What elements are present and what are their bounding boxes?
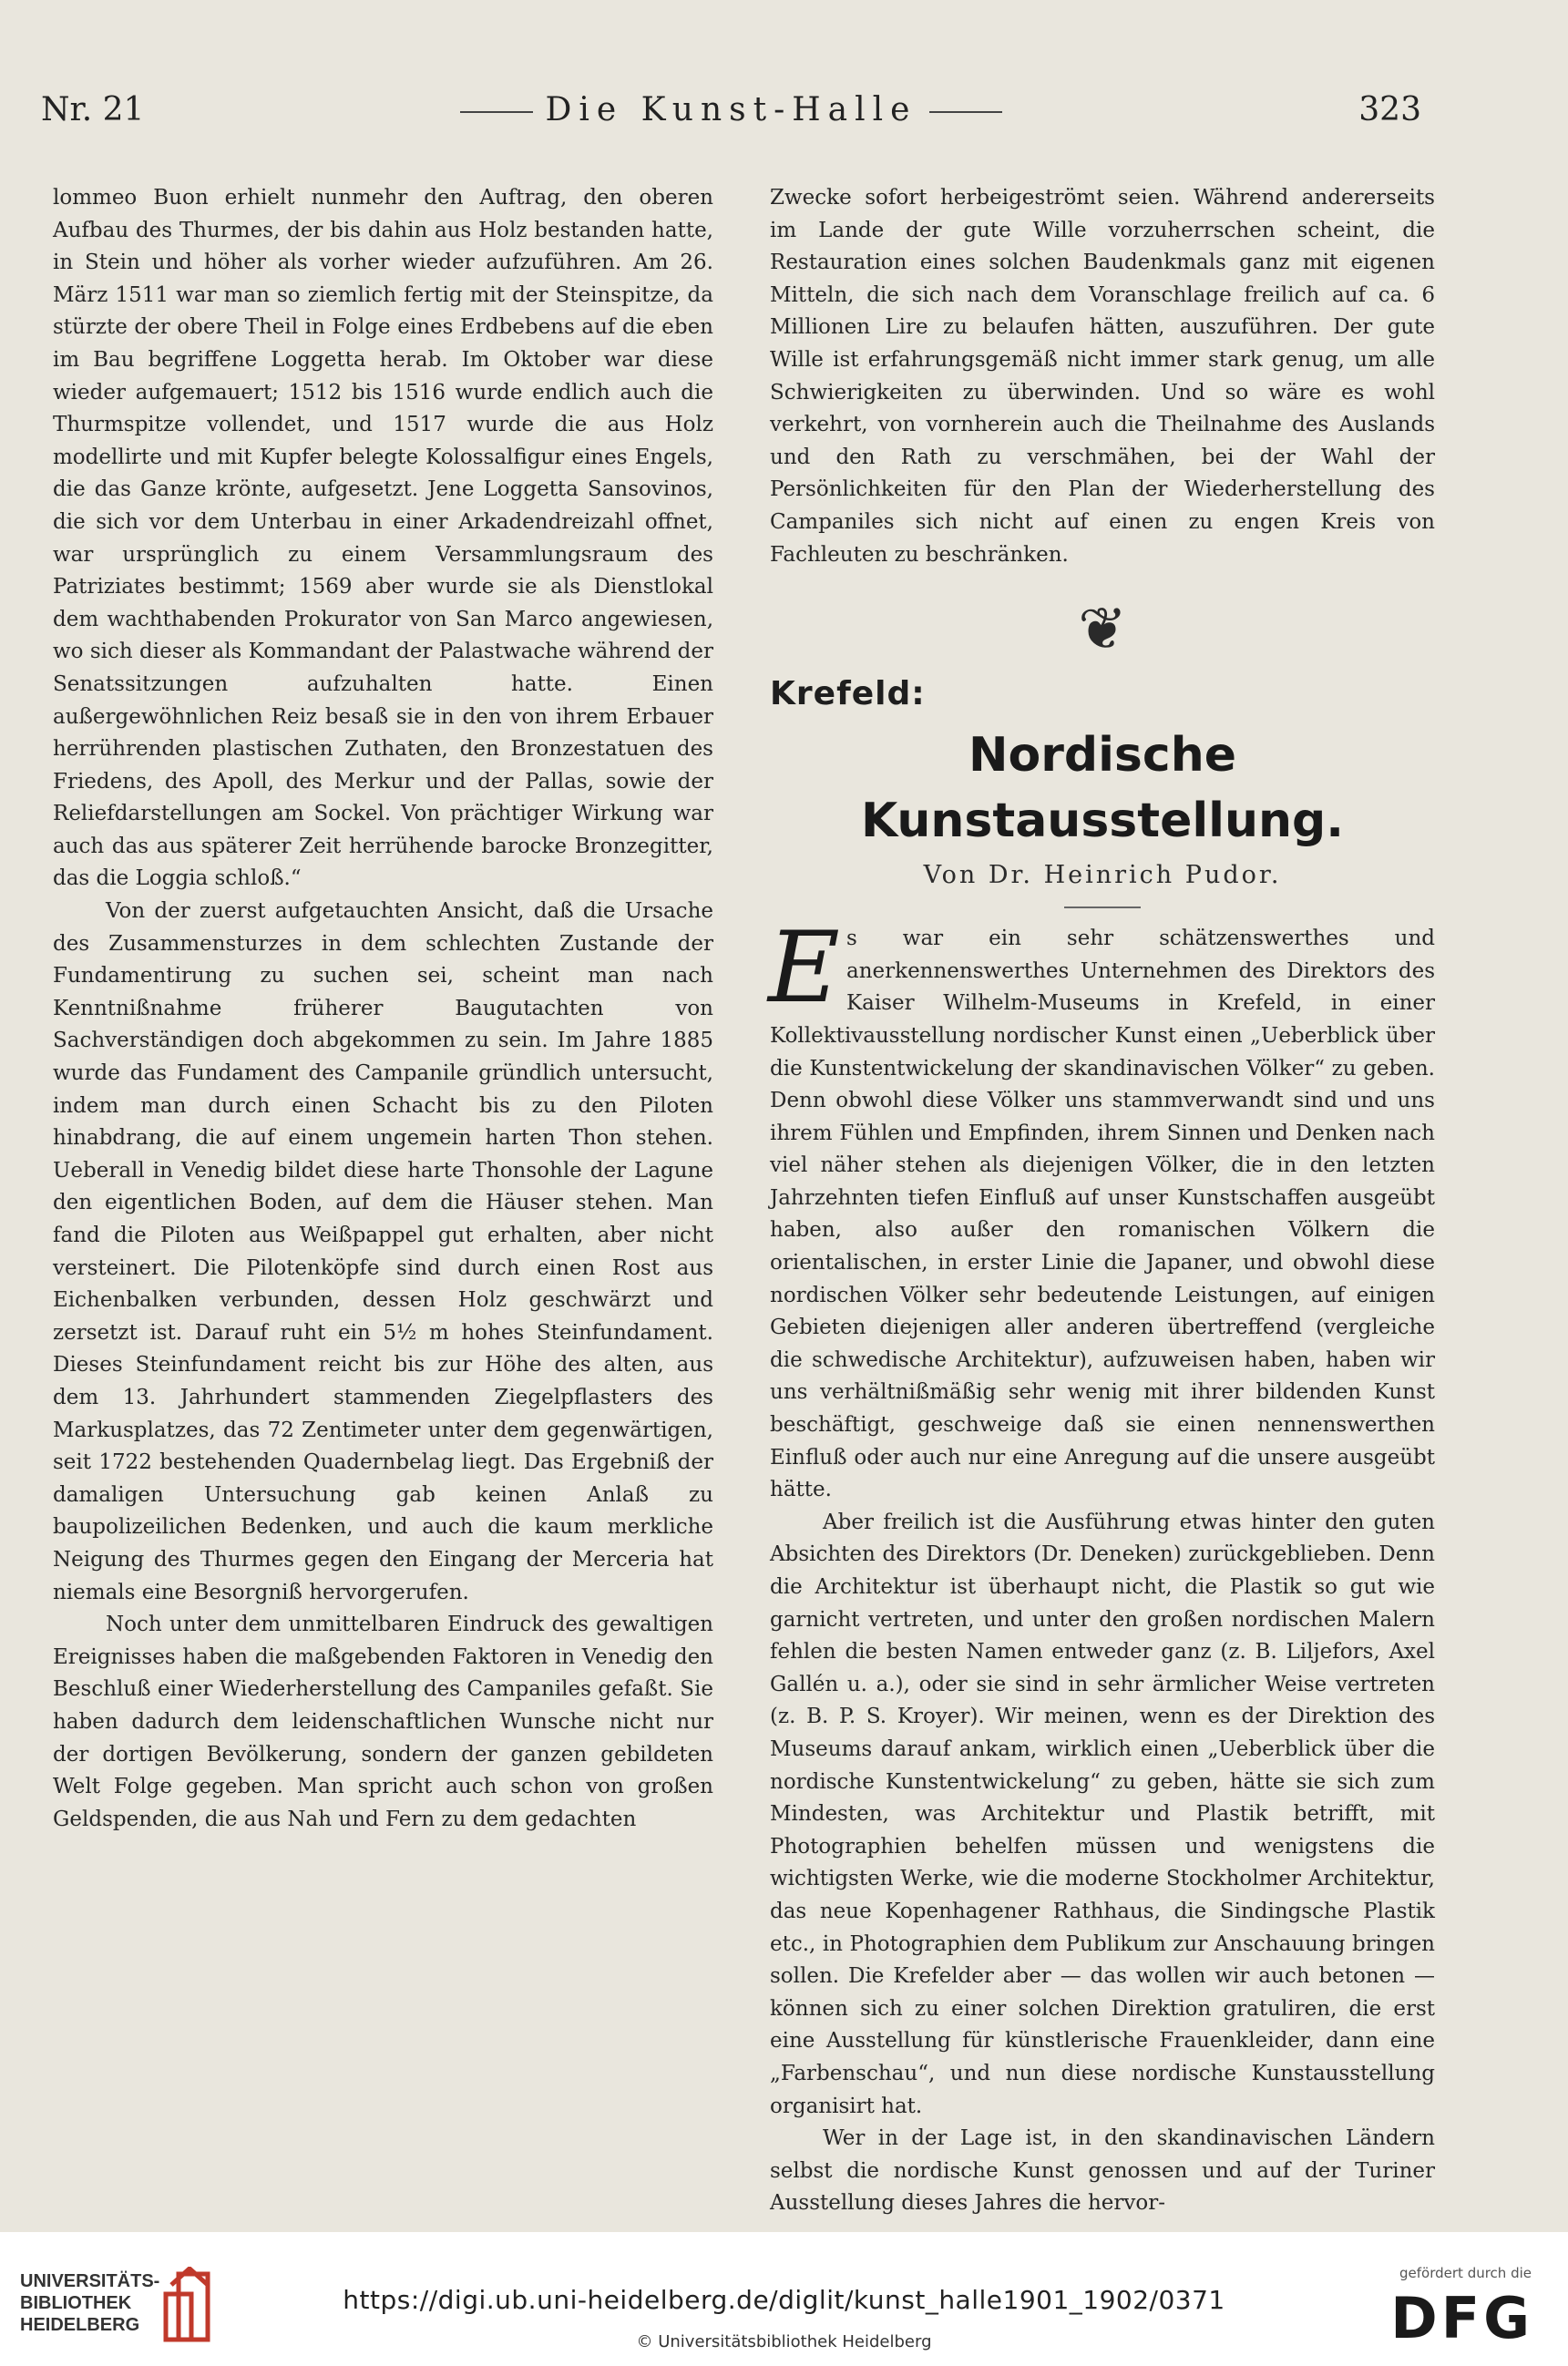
first-paragraph-text: s war ein sehr schätzenswerthes und anerkennenswerthes Unternehmen des Direktors des Kaiser Wilhelm-Museums in Krefeld, in einer Kollektivausstellung nordischer Kunst einen „Ueberblick über die Kunstentwickelung der skandinavischen Völker“ zu geben. Denn obwohl diese Völker uns stammverwandt sind und uns ihrem Fühlen und Empfinden, ihrem Sinnen und Denken nach viel näher stehen als diejenigen Völker, die in den letzten Jahrzehnten tiefen Einfluß auf unser Kunstschaffen ausgeübt haben, also außer den romanischen Völkern die orientalischen, in erster Linie die Japaner, und obwohl diese nordischen Völker sehr bedeutende Leistungen, auf einigen Gebieten diejenigen aller anderen übertreffend (vergleiche die schwedische Architektur), aufzuweisen haben, haben wir uns verhältnißmäßig sehr wenig mit ihrer bildenden Kunst beschäftigt, geschweige daß sie einen nennenswerthen Einfluß oder auch nur eine Anregung auf die unsere ausgeübt hätte. — [770, 927, 1435, 1502]
library-name-line-2: BIBLIOTHEK — [20, 2293, 132, 2313]
journal-title-line — [41, 91, 1421, 128]
article-first-paragraph — [768, 911, 1435, 1507]
digitization-footer — [0, 2232, 1568, 2366]
library-name-line-1: UNIVERSITÄTS- — [20, 2271, 160, 2291]
left-paragraph-2: Von der zuerst aufgetauchten Ansicht, daß die Ursache des Zusammensturzes in dem schlechten Zustande der Fundamentirung zu suchen sei, scheint man nach Kenntnißnahme früherer Baugutachten von Sachverständigen doch abgekommen zu sein. Im Jahre 1885 wurde das Fundament des Campanile gründlich untersucht, indem man durch einen Schacht bis zu den Piloten hinabdrang, die auf einem ungemein harten Thon stehen. Ueberall in Venedig bildet diese harte Thonsohle der Lagune den eigentlichen Boden, auf dem die Häuser stehen. Man fand die Piloten aus Weißpappel gut erhalten, aber nicht versteinert. Die Pilotenköpfe sind durch einen Rost aus Eichenbalken verbunden, dessen Holz geschwärzt und zersetzt ist. Darauf ruht ein 5½ m hohes Steinfundament. Dieses Steinfundament reicht bis zur Höhe des alten, aus dem 13. Jahrhundert stammenden Ziegelpflasters des Markusplatzes, das 72 Zentimeter unter dem gegenwärtigen, seit 1722 bestehenden Quadernbelag liegt. Das Ergebniß der damaligen Untersuchung gab keinen Anlaß zu baupolizeilichen Bedenken, und auch die kaum merkliche Neigung des Thurmes gegen den Eingang der Merceria hat niemals eine Besorgniß hervorgerufen. — [53, 899, 713, 1604]
left-paragraph-1: lommeo Buon erhielt nunmehr den Auftrag, den oberen Aufbau des Thurmes, der bis dahin aus Holz bestanden hatte, in Stein und höher als vorher wieder aufzuführen. Am 26. März 1511 war man so ziemlich fertig mit der Steinspitze, da stürzte der obere Theil in Folge eines Erdbebens auf die eben im Bau begriffene Loggetta herab. Im Oktober war diese wieder aufgemauert; 1512 bis 1516 wurde endlich auch die Thurmspitze vollendet, und 1517 wurde die aus Holz modellirte und mit Kupfer belegte Kolossalfigur eines Engels, die das Ganze krönte, aufgesetzt. Jene Loggetta Sansovinos, die sich vor dem Unterbau in einer Arkadendreizahl offnet, war ursprünglich zu einem Versammlungsraum des Patriziates bestimmt; 1569 aber wurde sie als Dienstlokal dem wachthabenden Prokurator von San Marco angewiesen, wo sich dieser als Kommandant der Palastwache während der Senatssitzungen aufzuhalten hatte. Einen außergewöhnlichen Reiz besaß sie in den von ihrem Erbauer herrührenden plastischen Zuthaten, den Bronzestatuen des Friedens, des Apoll, des Merkur und der Pallas, sowie der Reliefdarstellungen am Sockel. Von prächtiger Wirkung war auch das aus späterer Zeit herrühende barocke Bronzegitter, das die Loggia schloß.“ — [53, 186, 713, 891]
permalink-url[interactable]: https://digi.ub.uni-heidelberg.de/diglit/kunst_halle1901_1902/0371 — [343, 2285, 1225, 2315]
article-paragraph-3: Wer in der Lage ist, in den skandinavischen Ländern selbst die nordische Kunst genossen und auf der Turiner Ausstellung dieses Jahres die hervor- — [770, 2126, 1435, 2216]
copyright-notice: © Universitätsbibliothek Heidelberg — [636, 2332, 932, 2351]
drop-cap: E — [768, 911, 840, 1026]
byline-rule — [1064, 906, 1141, 908]
article-title: Nordische Kunstausstellung. — [860, 728, 1345, 849]
right-paragraph-continued: Zwecke sofort herbeigeströmt seien. Während andererseits im Lande der gute Wille vorzuherrschen scheint, die Restauration eines solchen Baudenkmals ganz mit eigenen Mitteln, die sich nach dem Voranschlage freilich auf ca. 6 Millionen Lire zu belaufen hätten, auszuführen. Der gute Wille ist erfahrungsgemäß nicht immer stark genug, um alle Schwierigkeiten zu überwinden. Und so wäre es wohl verkehrt, von vornherein auch die Theilnahme des Auslands und den Rath zu verschmähen, bei der Wahl der Persönlichkeiten für den Plan der Wiederherstellung des Campaniles sich nicht auf einen zu engen Kreis von Fachleuten zu beschränken. — [770, 186, 1435, 567]
funding-label: gefördert durch die — [1399, 2265, 1532, 2281]
running-header — [41, 91, 1421, 137]
fleuron-ornament-icon: ❦ — [1078, 596, 1127, 664]
article-kicker: Krefeld: — [770, 675, 926, 713]
library-name-line-3: HEIDELBERG — [20, 2315, 140, 2335]
dfg-logo[interactable]: DFG — [1390, 2285, 1533, 2351]
article-byline: Von Dr. Heinrich Pudor. — [923, 861, 1282, 890]
header-ornament-left — [460, 111, 533, 113]
page-number: 323 — [1358, 91, 1421, 128]
left-paragraph-3: Noch unter dem unmittelbaren Eindruck des gewaltigen Ereignisses haben die maßgebenden Faktoren in Venedig den Beschluß einer Wiederherstellung des Campaniles gefaßt. Sie haben dadurch dem leidenschaftlichen Wunsche nicht nur der dortigen Bevölkerung, sondern der ganzen gebildeten Welt Folge gegeben. Man spricht auch schon von großen Geldspenden, die aus Nah und Fern zu dem gedachten — [53, 1613, 713, 1831]
article-paragraph-2: Aber freilich ist die Ausführung etwas hinter den guten Absichten des Direktors (Dr. Deneken) zurückgeblieben. Denn die Architektur ist überhaupt nicht, die Plastik so gut wie garnicht vertreten, und unter den großen nordischen Malern fehlen die besten Namen entweder ganz (z. B. Liljefors, Axel Gallén u. a.), oder sie sind in sehr ärmlicher Weise vertreten (z. B. P. S. Kroyer). Wir meinen, wenn es der Direktion des Museums darauf ankam, wirklich einen „Ueberblick über die nordische Kunstentwickelung“ zu geben, hätte sie sich zum Mindesten, was Architektur und Plastik betrifft, mit Photographien behelfen müssen und wenigstens die wichtigsten Werke, wie die moderne Stockholmer Architektur, das neue Kopenhagener Rathhaus, die Sindingsche Plastik etc., in Photographien dem Publikum zur Anschauung bringen sollen. Die Krefelder aber — das wollen wir auch betonen — können sich zu einer solchen Direktion gratuliren, die erst eine Ausstellung für künstlerische Frauenkleider, dann eine „Farbenschau“, und nun diese nordische Kunstausstellung organisirt hat. — [770, 1510, 1435, 2118]
right-column — [770, 182, 1435, 2220]
header-ornament-right — [929, 111, 1002, 113]
journal-title: Die Kunst-Halle — [545, 91, 917, 128]
left-column — [53, 182, 713, 1836]
issue-number: Nr. 21 — [41, 91, 145, 128]
